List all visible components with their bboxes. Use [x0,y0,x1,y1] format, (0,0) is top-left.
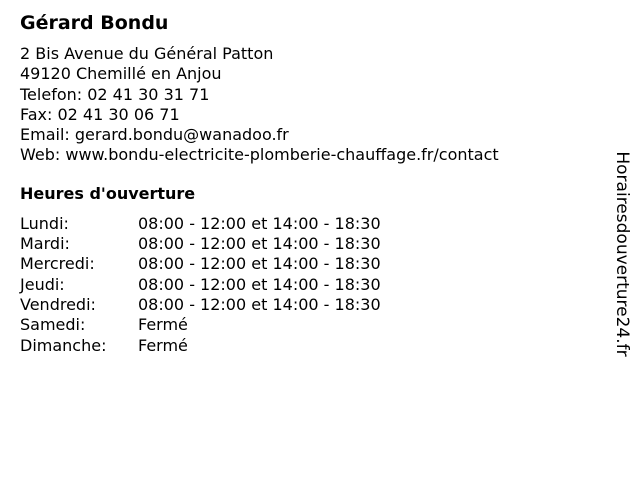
hours-row-saturday [20,315,600,335]
site-watermark: Horairesdouverture24.fr [612,151,632,357]
business-card [20,10,600,356]
hours-row-tuesday [20,234,600,254]
opening-hours-title: Heures d'ouverture [20,183,196,203]
day-hours: 08:00 - 12:00 et 14:00 - 18:30 [138,274,381,294]
day-label: Mercredi: [20,254,95,274]
day-label: Samedi: [20,315,86,335]
hours-row-thursday [20,275,600,295]
hours-row-monday [20,214,600,234]
hours-row-wednesday [20,254,600,274]
address-line-2: 49120 Chemillé en Anjou [20,64,222,84]
website-url: Web: www.bondu-electricite-plomberie-chauffage.fr/contact [20,145,499,165]
day-label: Vendredi: [20,294,96,314]
phone-number: Telefon: 02 41 30 31 71 [20,84,210,104]
day-label: Mardi: [20,234,70,254]
business-name: Gérard Bondu [20,12,169,34]
hours-row-friday [20,295,600,315]
day-hours: Fermé [138,315,188,335]
day-label: Dimanche: [20,335,107,355]
hours-row-sunday [20,336,600,356]
day-label: Jeudi: [20,274,65,294]
day-hours: 08:00 - 12:00 et 14:00 - 18:30 [138,294,381,314]
day-hours: 08:00 - 12:00 et 14:00 - 18:30 [138,254,381,274]
fax-number: Fax: 02 41 30 06 71 [20,104,180,124]
day-hours: Fermé [138,335,188,355]
address-line-1: 2 Bis Avenue du Général Patton [20,44,274,63]
email-address: Email: gerard.bondu@wanadoo.fr [20,125,289,145]
day-hours: 08:00 - 12:00 et 14:00 - 18:30 [138,234,381,254]
day-label: Lundi: [20,213,69,233]
day-hours: 08:00 - 12:00 et 14:00 - 18:30 [138,213,381,233]
